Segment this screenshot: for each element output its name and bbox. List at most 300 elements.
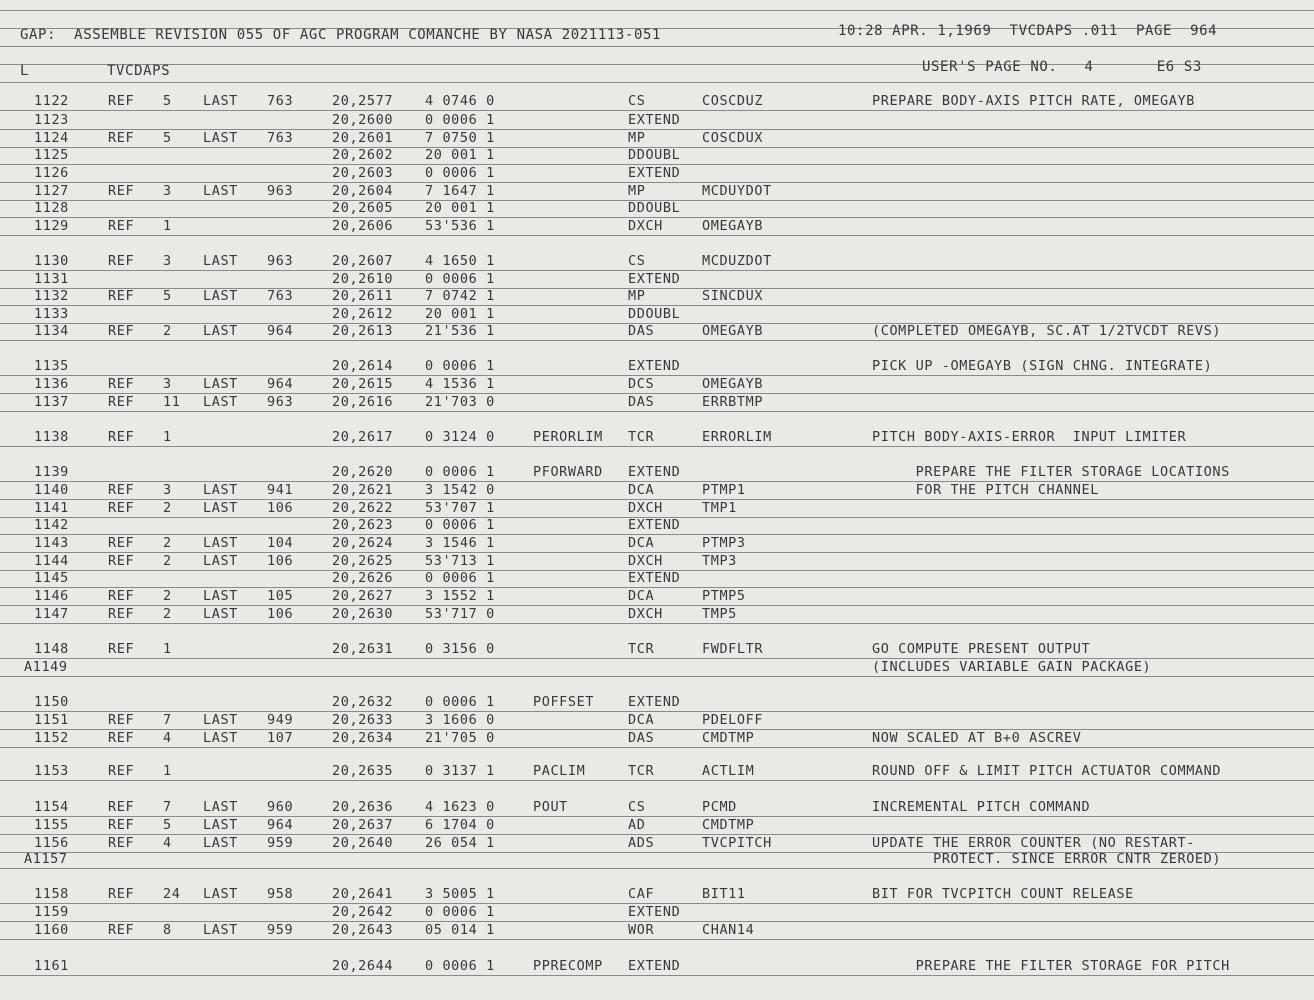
operand: FWDFLTR [702, 641, 764, 657]
last-keyword: LAST [203, 323, 238, 339]
line-number: 1161 [34, 958, 69, 974]
ref-count: 3 [163, 376, 172, 392]
operand: OMEGAYB [702, 376, 764, 392]
ref-keyword: REF [108, 130, 135, 146]
row-rule [0, 587, 1314, 588]
operand: OMEGAYB [702, 323, 764, 339]
opcode: CS [628, 253, 646, 269]
last-page: 941 [267, 482, 294, 498]
octal-code: 0 0006 1 [425, 271, 495, 287]
label: PPRECOMP [533, 958, 603, 974]
ref-count: 3 [163, 183, 172, 199]
row-rule [0, 411, 1314, 412]
opcode: EXTEND [628, 904, 681, 920]
opcode: DCA [628, 588, 655, 604]
operand: SINCDUX [702, 288, 764, 304]
octal-code: 20 001 1 [425, 147, 495, 163]
ref-keyword: REF [108, 641, 135, 657]
octal-code: 0 0006 1 [425, 517, 495, 533]
octal-code: 0 3137 1 [425, 763, 495, 779]
octal-code: 21'705 0 [425, 730, 495, 746]
line-number: 1155 [34, 817, 69, 833]
ref-count: 24 [163, 886, 181, 902]
opcode: DXCH [628, 218, 663, 234]
operand: TMP1 [702, 500, 737, 516]
last-page: 959 [267, 835, 294, 851]
address: 20,2577 [332, 93, 394, 109]
octal-code: 0 0006 1 [425, 112, 495, 128]
octal-code: 0 0006 1 [425, 904, 495, 920]
ref-count: 11 [163, 394, 181, 410]
last-keyword: LAST [203, 817, 238, 833]
operand: TMP5 [702, 606, 737, 622]
last-keyword: LAST [203, 394, 238, 410]
octal-code: 05 014 1 [425, 922, 495, 938]
octal-code: 6 1704 0 [425, 817, 495, 833]
operand: PTMP3 [702, 535, 746, 551]
row-rule [0, 676, 1314, 677]
last-page: 107 [267, 730, 294, 746]
octal-code: 3 1546 1 [425, 535, 495, 551]
ref-keyword: REF [108, 886, 135, 902]
ref-count: 8 [163, 922, 172, 938]
opcode: DDOUBL [628, 306, 681, 322]
ref-count: 4 [163, 835, 172, 851]
last-page: 958 [267, 886, 294, 902]
address: 20,2615 [332, 376, 394, 392]
ref-count: 3 [163, 482, 172, 498]
comment: FOR THE PITCH CHANNEL [872, 482, 1099, 498]
operand: PTMP5 [702, 588, 746, 604]
address: 20,2641 [332, 886, 394, 902]
octal-code: 53'707 1 [425, 500, 495, 516]
address: 20,2605 [332, 200, 394, 216]
last-page: 964 [267, 817, 294, 833]
page-rule [0, 10, 1314, 11]
line-number: 1146 [34, 588, 69, 604]
line-number: 1137 [34, 394, 69, 410]
ref-count: 5 [163, 130, 172, 146]
address: 20,2636 [332, 799, 394, 815]
comment: BIT FOR TVCPITCH COUNT RELEASE [872, 886, 1134, 902]
last-keyword: LAST [203, 730, 238, 746]
operand: TVCPITCH [702, 835, 772, 851]
opcode: DXCH [628, 606, 663, 622]
opcode: EXTEND [628, 112, 681, 128]
ref-keyword: REF [108, 323, 135, 339]
octal-code: 0 0006 1 [425, 358, 495, 374]
ref-keyword: REF [108, 253, 135, 269]
label: PERORLIM [533, 429, 603, 445]
line-number: 1140 [34, 482, 69, 498]
line-number: 1132 [34, 288, 69, 304]
opcode: DXCH [628, 553, 663, 569]
address: 20,2602 [332, 147, 394, 163]
line-number: 1125 [34, 147, 69, 163]
line-number: 1159 [34, 904, 69, 920]
row-rule [0, 623, 1314, 624]
opcode: EXTEND [628, 958, 681, 974]
ref-count: 3 [163, 253, 172, 269]
line-number: 1141 [34, 500, 69, 516]
opcode: DDOUBL [628, 147, 681, 163]
opcode: DCS [628, 376, 655, 392]
last-page: 963 [267, 183, 294, 199]
opcode: CAF [628, 886, 655, 902]
ref-count: 1 [163, 218, 172, 234]
address: 20,2616 [332, 394, 394, 410]
octal-code: 0 3124 0 [425, 429, 495, 445]
opcode: DCA [628, 535, 655, 551]
octal-code: 0 0006 1 [425, 165, 495, 181]
address: 20,2625 [332, 553, 394, 569]
operand: PDELOFF [702, 712, 764, 728]
opcode: TCR [628, 763, 655, 779]
octal-code: 7 0742 1 [425, 288, 495, 304]
row-rule [0, 534, 1314, 535]
opcode: EXTEND [628, 358, 681, 374]
last-page: 104 [267, 535, 294, 551]
last-page: 959 [267, 922, 294, 938]
ref-count: 5 [163, 93, 172, 109]
header-timestamp-page: 10:28 APR. 1,1969 TVCDAPS .011 PAGE 964 [838, 23, 1218, 39]
comment: PICK UP -OMEGAYB (SIGN CHNG. INTEGRATE) [872, 358, 1213, 374]
ref-keyword: REF [108, 763, 135, 779]
row-rule [0, 393, 1314, 394]
operand: COSCDUX [702, 130, 764, 146]
ref-keyword: REF [108, 922, 135, 938]
ref-keyword: REF [108, 799, 135, 815]
octal-code: 3 5005 1 [425, 886, 495, 902]
line-number: 1136 [34, 376, 69, 392]
ref-keyword: REF [108, 429, 135, 445]
line-number: 1130 [34, 253, 69, 269]
ref-keyword: REF [108, 730, 135, 746]
line-number: 1128 [34, 200, 69, 216]
ref-count: 5 [163, 288, 172, 304]
opcode: EXTEND [628, 694, 681, 710]
header-user-page: USER'S PAGE NO. 4 E6 S3 [922, 59, 1202, 75]
address: 20,2621 [332, 482, 394, 498]
last-keyword: LAST [203, 835, 238, 851]
ref-count: 1 [163, 429, 172, 445]
row-rule [0, 729, 1314, 730]
row-rule [0, 711, 1314, 712]
address: 20,2614 [332, 358, 394, 374]
octal-code: 20 001 1 [425, 306, 495, 322]
last-page: 106 [267, 606, 294, 622]
row-rule [0, 129, 1314, 130]
line-number: 1122 [34, 93, 69, 109]
address: 20,2633 [332, 712, 394, 728]
row-rule [0, 340, 1314, 341]
row-rule [0, 375, 1314, 376]
last-keyword: LAST [203, 712, 238, 728]
line-number: 1150 [34, 694, 69, 710]
address: 20,2613 [332, 323, 394, 339]
address: 20,2622 [332, 500, 394, 516]
line-number: 1142 [34, 517, 69, 533]
header-module: TVCDAPS [107, 63, 171, 79]
operand: ERRBTMP [702, 394, 764, 410]
comment: (COMPLETED OMEGAYB, SC.AT 1/2TVCDT REVS) [872, 323, 1222, 339]
address: 20,2635 [332, 763, 394, 779]
page-rule [0, 82, 1314, 83]
octal-code: 21'536 1 [425, 323, 495, 339]
address: 20,2644 [332, 958, 394, 974]
last-keyword: LAST [203, 799, 238, 815]
address: 20,2623 [332, 517, 394, 533]
label: PFORWARD [533, 464, 603, 480]
opcode: DXCH [628, 500, 663, 516]
line-number: 1126 [34, 165, 69, 181]
opcode: DAS [628, 394, 655, 410]
ref-count: 4 [163, 730, 172, 746]
row-rule [0, 816, 1314, 817]
last-keyword: LAST [203, 482, 238, 498]
last-keyword: LAST [203, 922, 238, 938]
operand: COSCDUZ [702, 93, 764, 109]
operand: PTMP1 [702, 482, 746, 498]
last-page: 106 [267, 553, 294, 569]
comment: PREPARE THE FILTER STORAGE FOR PITCH [872, 958, 1230, 974]
line-number: 1123 [34, 112, 69, 128]
opcode: WOR [628, 922, 655, 938]
line-number: 1144 [34, 553, 69, 569]
opcode: TCR [628, 429, 655, 445]
ref-count: 5 [163, 817, 172, 833]
last-page: 963 [267, 394, 294, 410]
comment: ROUND OFF & LIMIT PITCH ACTUATOR COMMAND [872, 763, 1222, 779]
comment: PREPARE THE FILTER STORAGE LOCATIONS [872, 464, 1230, 480]
ref-count: 2 [163, 606, 172, 622]
address: 20,2626 [332, 570, 394, 586]
label: POFFSET [533, 694, 595, 710]
address: 20,2630 [332, 606, 394, 622]
octal-code: 53'536 1 [425, 218, 495, 234]
line-number: 1153 [34, 763, 69, 779]
line-number: 1148 [34, 641, 69, 657]
ref-keyword: REF [108, 535, 135, 551]
ref-count: 2 [163, 553, 172, 569]
comment: PITCH BODY-AXIS-ERROR INPUT LIMITER [872, 429, 1187, 445]
address: 20,2631 [332, 641, 394, 657]
comment: PROTECT. SINCE ERROR CNTR ZEROED) [872, 851, 1222, 867]
ref-keyword: REF [108, 93, 135, 109]
row-rule [0, 235, 1314, 236]
octal-code: 0 0006 1 [425, 958, 495, 974]
opcode: TCR [628, 641, 655, 657]
last-keyword: LAST [203, 376, 238, 392]
opcode: EXTEND [628, 165, 681, 181]
line-number: 1158 [34, 886, 69, 902]
operand: BIT11 [702, 886, 746, 902]
line-number: 1139 [34, 464, 69, 480]
line-number: 1160 [34, 922, 69, 938]
address: 20,2607 [332, 253, 394, 269]
octal-code: 4 0746 0 [425, 93, 495, 109]
ref-keyword: REF [108, 500, 135, 516]
opcode: DDOUBL [628, 200, 681, 216]
ref-keyword: REF [108, 553, 135, 569]
ref-keyword: REF [108, 817, 135, 833]
opcode: ADS [628, 835, 655, 851]
operand: OMEGAYB [702, 218, 764, 234]
opcode: EXTEND [628, 570, 681, 586]
opcode: MP [628, 130, 646, 146]
last-page: 763 [267, 93, 294, 109]
ref-count: 1 [163, 763, 172, 779]
address: 20,2632 [332, 694, 394, 710]
ref-count: 2 [163, 500, 172, 516]
comment: PREPARE BODY-AXIS PITCH RATE, OMEGAYB [872, 93, 1195, 109]
comment: NOW SCALED AT B+0 ASCREV [872, 730, 1082, 746]
line-number: 1143 [34, 535, 69, 551]
opcode: EXTEND [628, 464, 681, 480]
last-keyword: LAST [203, 253, 238, 269]
comment: INCREMENTAL PITCH COMMAND [872, 799, 1091, 815]
address: 20,2642 [332, 904, 394, 920]
operand: MCDUYDOT [702, 183, 772, 199]
address: 20,2643 [332, 922, 394, 938]
address: 20,2611 [332, 288, 394, 304]
line-number: 1133 [34, 306, 69, 322]
ref-keyword: REF [108, 183, 135, 199]
ref-keyword: REF [108, 218, 135, 234]
address: 20,2637 [332, 817, 394, 833]
ref-count: 7 [163, 799, 172, 815]
address: 20,2612 [332, 306, 394, 322]
ref-count: 7 [163, 712, 172, 728]
octal-code: 7 1647 1 [425, 183, 495, 199]
row-rule [0, 110, 1314, 111]
last-page: 964 [267, 323, 294, 339]
octal-code: 53'717 0 [425, 606, 495, 622]
last-page: 763 [267, 130, 294, 146]
last-keyword: LAST [203, 93, 238, 109]
line-number: 1152 [34, 730, 69, 746]
octal-code: 0 0006 1 [425, 570, 495, 586]
last-keyword: LAST [203, 886, 238, 902]
last-page: 105 [267, 588, 294, 604]
octal-code: 3 1542 0 [425, 482, 495, 498]
address: 20,2617 [332, 429, 394, 445]
last-keyword: LAST [203, 553, 238, 569]
address: 20,2620 [332, 464, 394, 480]
line-number: 1138 [34, 429, 69, 445]
octal-code: 7 0750 1 [425, 130, 495, 146]
last-page: 763 [267, 288, 294, 304]
page-rule [0, 46, 1314, 47]
operand: CMDTMP [702, 817, 755, 833]
last-keyword: LAST [203, 535, 238, 551]
row-rule [0, 182, 1314, 183]
row-rule [0, 747, 1314, 748]
address: 20,2600 [332, 112, 394, 128]
opcode: DCA [628, 712, 655, 728]
label: POUT [533, 799, 568, 815]
last-page: 949 [267, 712, 294, 728]
operand: PCMD [702, 799, 737, 815]
octal-code: 0 0006 1 [425, 694, 495, 710]
last-keyword: LAST [203, 183, 238, 199]
opcode: CS [628, 93, 646, 109]
comment: (INCLUDES VARIABLE GAIN PACKAGE) [872, 659, 1152, 675]
ref-count: 1 [163, 641, 172, 657]
line-number: 1135 [34, 358, 69, 374]
line-number: 1129 [34, 218, 69, 234]
ref-keyword: REF [108, 482, 135, 498]
header-title: GAP: ASSEMBLE REVISION 055 OF AGC PROGRAM COMANCHE BY NASA 2021113-051 [20, 27, 662, 43]
opcode: AD [628, 817, 646, 833]
line-number: 1147 [34, 606, 69, 622]
octal-code: 4 1536 1 [425, 376, 495, 392]
ref-keyword: REF [108, 606, 135, 622]
address: 20,2634 [332, 730, 394, 746]
octal-code: 21'703 0 [425, 394, 495, 410]
comment: UPDATE THE ERROR COUNTER (NO RESTART- [872, 835, 1195, 851]
ref-keyword: REF [108, 588, 135, 604]
ref-keyword: REF [108, 835, 135, 851]
octal-code: 26 054 1 [425, 835, 495, 851]
row-rule [0, 446, 1314, 447]
line-number: 1145 [34, 570, 69, 586]
row-rule [0, 975, 1314, 976]
line-number: 1134 [34, 323, 69, 339]
address: 20,2610 [332, 271, 394, 287]
operand: ERRORLIM [702, 429, 772, 445]
opcode: EXTEND [628, 271, 681, 287]
last-page: 963 [267, 253, 294, 269]
ref-keyword: REF [108, 288, 135, 304]
row-rule [0, 868, 1314, 869]
opcode: DAS [628, 730, 655, 746]
octal-code: 0 3156 0 [425, 641, 495, 657]
operand: CHAN14 [702, 922, 755, 938]
address: 20,2627 [332, 588, 394, 604]
octal-code: 0 0006 1 [425, 464, 495, 480]
address: 20,2604 [332, 183, 394, 199]
last-page: 106 [267, 500, 294, 516]
line-number: 1127 [34, 183, 69, 199]
octal-code: 53'713 1 [425, 553, 495, 569]
ref-keyword: REF [108, 376, 135, 392]
opcode: CS [628, 799, 646, 815]
last-page: 960 [267, 799, 294, 815]
last-keyword: LAST [203, 288, 238, 304]
last-keyword: LAST [203, 606, 238, 622]
row-rule [0, 780, 1314, 781]
octal-code: 20 001 1 [425, 200, 495, 216]
line-number: A1149 [24, 659, 68, 675]
row-rule [0, 288, 1314, 289]
label: PACLIM [533, 763, 586, 779]
octal-code: 3 1606 0 [425, 712, 495, 728]
operand: CMDTMP [702, 730, 755, 746]
header-col-l: L [20, 63, 30, 79]
line-number: 1124 [34, 130, 69, 146]
address: 20,2640 [332, 835, 394, 851]
operand: TMP3 [702, 553, 737, 569]
row-rule [0, 921, 1314, 922]
ref-keyword: REF [108, 394, 135, 410]
opcode: EXTEND [628, 517, 681, 533]
comment: GO COMPUTE PRESENT OUTPUT [872, 641, 1091, 657]
opcode: DAS [628, 323, 655, 339]
address: 20,2624 [332, 535, 394, 551]
row-rule [0, 481, 1314, 482]
operand: MCDUZDOT [702, 253, 772, 269]
